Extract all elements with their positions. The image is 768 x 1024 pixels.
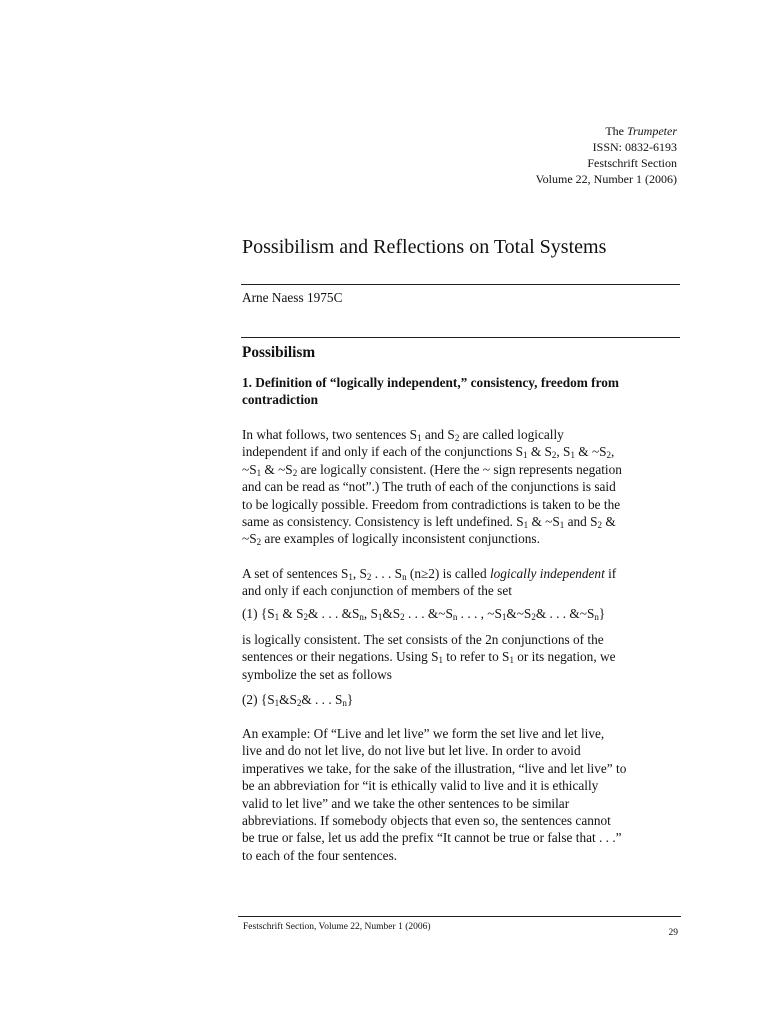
text-line: symbolize the set as follows xyxy=(242,666,392,682)
text-line: abbreviations. If somebody objects that even so, the sentences cannot xyxy=(242,813,611,829)
title-divider xyxy=(241,284,680,285)
text-line: In what follows, two sentences $S_1$ and $S_2$ are called logically xyxy=(242,427,564,443)
text-line: and can be read as “not”.) The truth of each of the conjunctions is said xyxy=(242,479,616,495)
page-number: 29 xyxy=(668,928,678,938)
text-line: $\sim S_1$ & $\sim S_2$ are logically consistent. (Here the ~ sign represents negation xyxy=(242,461,622,478)
journal-masthead xyxy=(400,123,677,187)
text-line: imperatives we take, for the sake of the illustration, “live and let live” to xyxy=(242,760,627,776)
paragraph-definition xyxy=(242,426,692,548)
text-line: is logically consistent. The set consists of the 2n conjunctions of the xyxy=(242,632,604,647)
subsection-heading: 1. Definition of “logically independent,” consistency, freedom from contradiction xyxy=(242,375,619,407)
section-label: Festschrift Section xyxy=(587,156,677,170)
text-line: and only if each conjunction of members of the set xyxy=(242,583,512,599)
issn: ISSN: 0832-6193 xyxy=(592,140,677,154)
section-heading: Possibilism xyxy=(242,344,316,361)
article-title: Possibilism and Reflections on Total Systems xyxy=(242,236,607,258)
text-line: same as consistency. Consistency is left undefined. $S_1$ & $\sim S_1$ and $S_2$ & xyxy=(242,514,616,531)
formula-2: (2) {$S_1\&S_2\&$ . . . $S_n$} xyxy=(242,692,354,708)
paragraph-example xyxy=(242,725,692,864)
paragraph-set-definition xyxy=(242,565,692,600)
text-line: $\sim S_2$ are examples of logically inconsistent conjunctions. xyxy=(242,531,540,548)
text-line: sentences or their negations. Using $S_1$ to refer to $S_1$ or its negation, we xyxy=(242,649,616,666)
journal-name: Trumpeter xyxy=(626,124,677,138)
text-line: An example: Of “Live and let live” we form the set live and let live, xyxy=(242,726,605,741)
text-line: valid to let live” and we take the other sentences to be similar xyxy=(242,795,570,811)
footer-citation: Festschrift Section, Volume 22, Number 1 (2006) xyxy=(243,922,431,932)
text-line: live and do not let live, do not live but let live. In order to avoid xyxy=(242,743,581,759)
text-line: independent if and only if each of the conjunctions $S_1$ & $S_2$, $S_1$ & $\sim S_2$, xyxy=(242,444,615,461)
text-line: A set of sentences $S_1$, $S_2$ . . . $S_n$ (n≥2) is called logically independent if xyxy=(242,566,617,582)
article-author: Arne Naess 1975C xyxy=(242,290,343,305)
formula-1: (1) {$S_1$ & $S_2\&$ . . . $\&S_n$, $S_1\&S_2$ . . . $\&\sim S_n$ . . . , $\sim S_1\&\sim S_2\&$ . . . $\&\sim S_n$} xyxy=(242,606,606,622)
footer-divider xyxy=(238,916,681,917)
text-line: to be logically possible. Freedom from contradictions is taken to be the xyxy=(242,496,621,512)
volume-label: Volume 22, Number 1 (2006) xyxy=(535,172,677,186)
text-line: be an abbreviation for “it is ethically valid to live and it is ethically xyxy=(242,778,599,794)
text-line: be true or false, let us add the prefix “It cannot be true or false that . . .” xyxy=(242,830,622,846)
text-line: to each of the four sentences. xyxy=(242,847,398,863)
paragraph-consistency xyxy=(242,631,692,683)
emphasis-term: logically independent xyxy=(489,566,605,581)
author-divider xyxy=(241,337,680,338)
journal-name-line: The Trumpeter xyxy=(605,124,677,138)
